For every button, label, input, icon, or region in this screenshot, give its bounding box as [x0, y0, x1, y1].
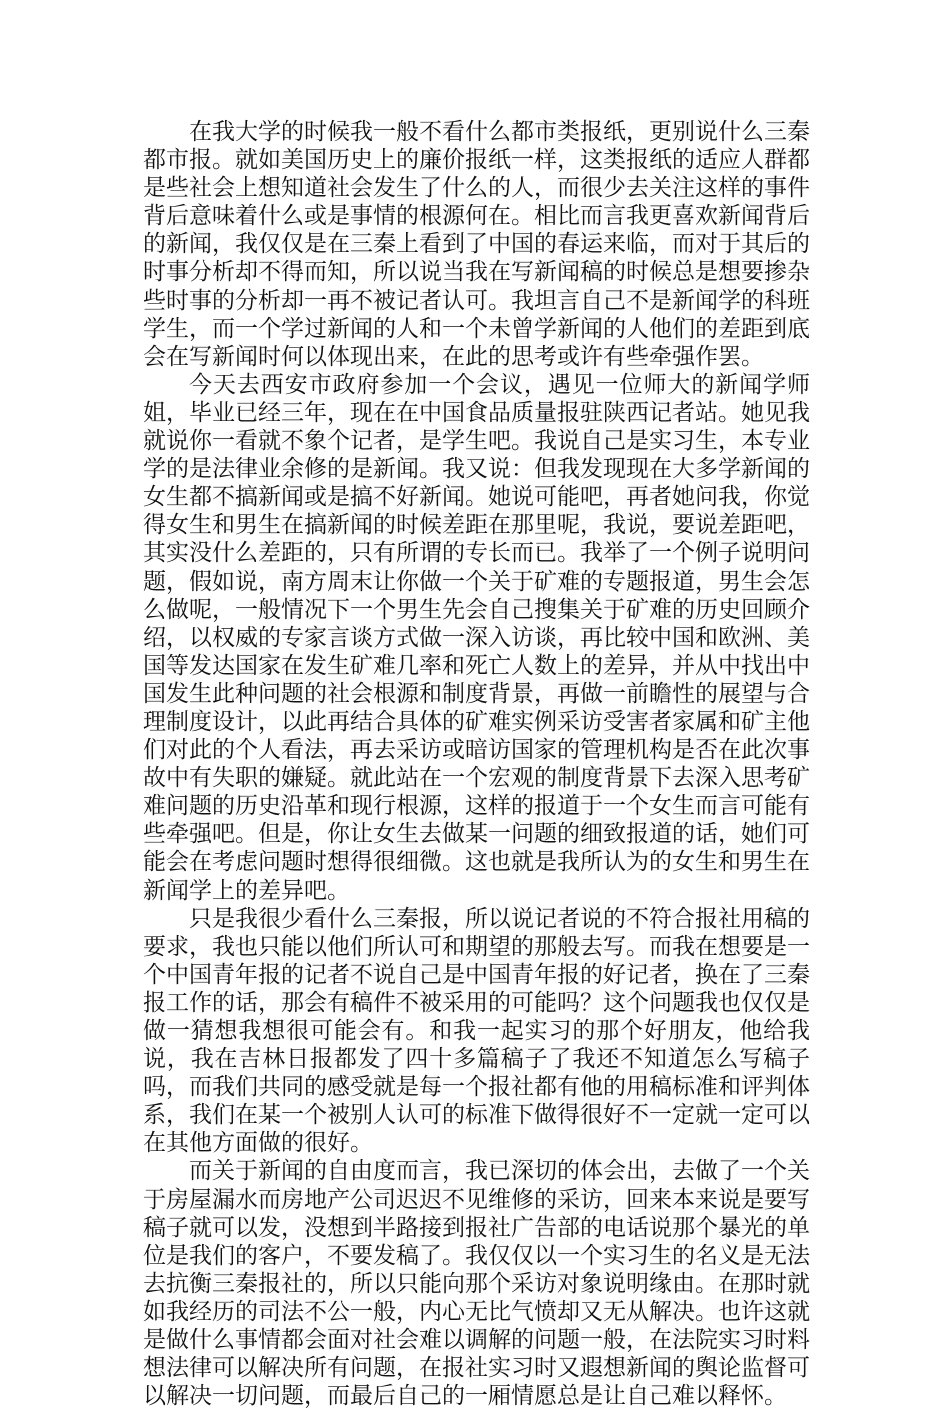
paragraph-2: 今天去西安市政府参加一个会议，遇见一位师大的新闻学师姐，毕业已经三年，现在在中国食品质量报驻陕西记者站。她见我就说你一看就不象个记者，是学生吧。我说自己是实习生，本专业学的是法律业余修的是新闻。我又说：但我发现现在大多学新闻的女生都不搞新闻或是搞不好新闻。她说可能吧，再者她问我，你觉得女生和男生在搞新闻的时候差距在那里呢，我说，要说差距吧，其实没什么差距的，只有所谓的专长而已。我举了一个例子说明问题，假如说，南方周末让你做一个关于矿难的专题报道，男生会怎么做呢，一般情况下一个男生先会自己搜集关于矿难的历史回顾介绍，以权威的专家言谈方式做一深入访谈，再比较中国和欧洲、美国等发达国家在发生矿难几率和死亡人数上的差异，并从中找出中国发生此种问题的社会根源和制度背景，再做一前瞻性的展望与合理制度设计，以此再结合具体的矿难实例采访受害者家属和矿主他们对此的个人看法，再去采访或暗访国家的管理机构是否在此次事故中有失职的嫌疑。就此站在一个宏观的制度背景下去深入思考矿难问题的历史沿革和现行根源，这样的报道于一个女生而言可能有些牵强吧。但是，你让女生去做某一问题的细致报道的话，她们可能会在考虑问题时想得很细微。这也就是我所认为的女生和男生在新闻学上的差异吧。 [143, 371, 810, 904]
paragraph-3: 只是我很少看什么三秦报，所以说记者说的不符合报社用稿的要求，我也只能以他们所认可和期望的那般去写。而我在想要是一个中国青年报的记者不说自己是中国青年报的好记者，换在了三秦报工作的话，那会有稿件不被采用的可能吗？这个问题我也仅仅是做一猜想我想很可能会有。和我一起实习的那个好朋友，他给我说，我在吉林日报都发了四十多篇稿子了我还不知道怎么写稿子吗，而我们共同的感受就是每一个报社都有他的用稿标准和评判体系，我们在某一个被别人认可的标准下做得很好不一定就一定可以在其他方面做的很好。 [143, 905, 810, 1157]
paragraph-1: 在我大学的时候我一般不看什么都市类报纸，更别说什么三秦都市报。就如美国历史上的廉价报纸一样，这类报纸的适应人群都是些社会上想知道社会发生了什么的人，而很少去关注这样的事件背后意味着什么或是事情的根源何在。相比而言我更喜欢新闻背后的新闻，我仅仅是在三秦上看到了中国的春运来临，而对于其后的时事分析却不得而知，所以说当我在写新闻稿的时候总是想要掺杂些时事的分析却一再不被记者认可。我坦言自己不是新闻学的科班学生，而一个学过新闻的人和一个未曾学新闻的人他们的差距到底会在写新闻时何以体现出来，在此的思考或许有些牵强作罢。 [143, 119, 810, 370]
paragraph-4: 而关于新闻的自由度而言，我已深切的体会出，去做了一个关于房屋漏水而房地产公司迟迟不见维修的采访，回来本来说是要写稿子就可以发，没想到半路接到报社广告部的电话说那个暴光的单位是我们的客户，不要发稿了。我仅仅以一个实习生的名义是无法去抗衡三秦报社的，所以只能向那个采访对象说明缘由。在那时就如我经历的司法不公一般，内心无比气愤却又无从解决。也许这就是做什么事情都会面对社会难以调解的问题一般，在法院实习时料想法律可以解决所有问题，在报社实习时又遐想新闻的舆论监督可以解决一切问题，而最后自己的一厢情愿总是让自己难以释怀。 [143, 1158, 810, 1410]
document-page [143, 118, 810, 1410]
